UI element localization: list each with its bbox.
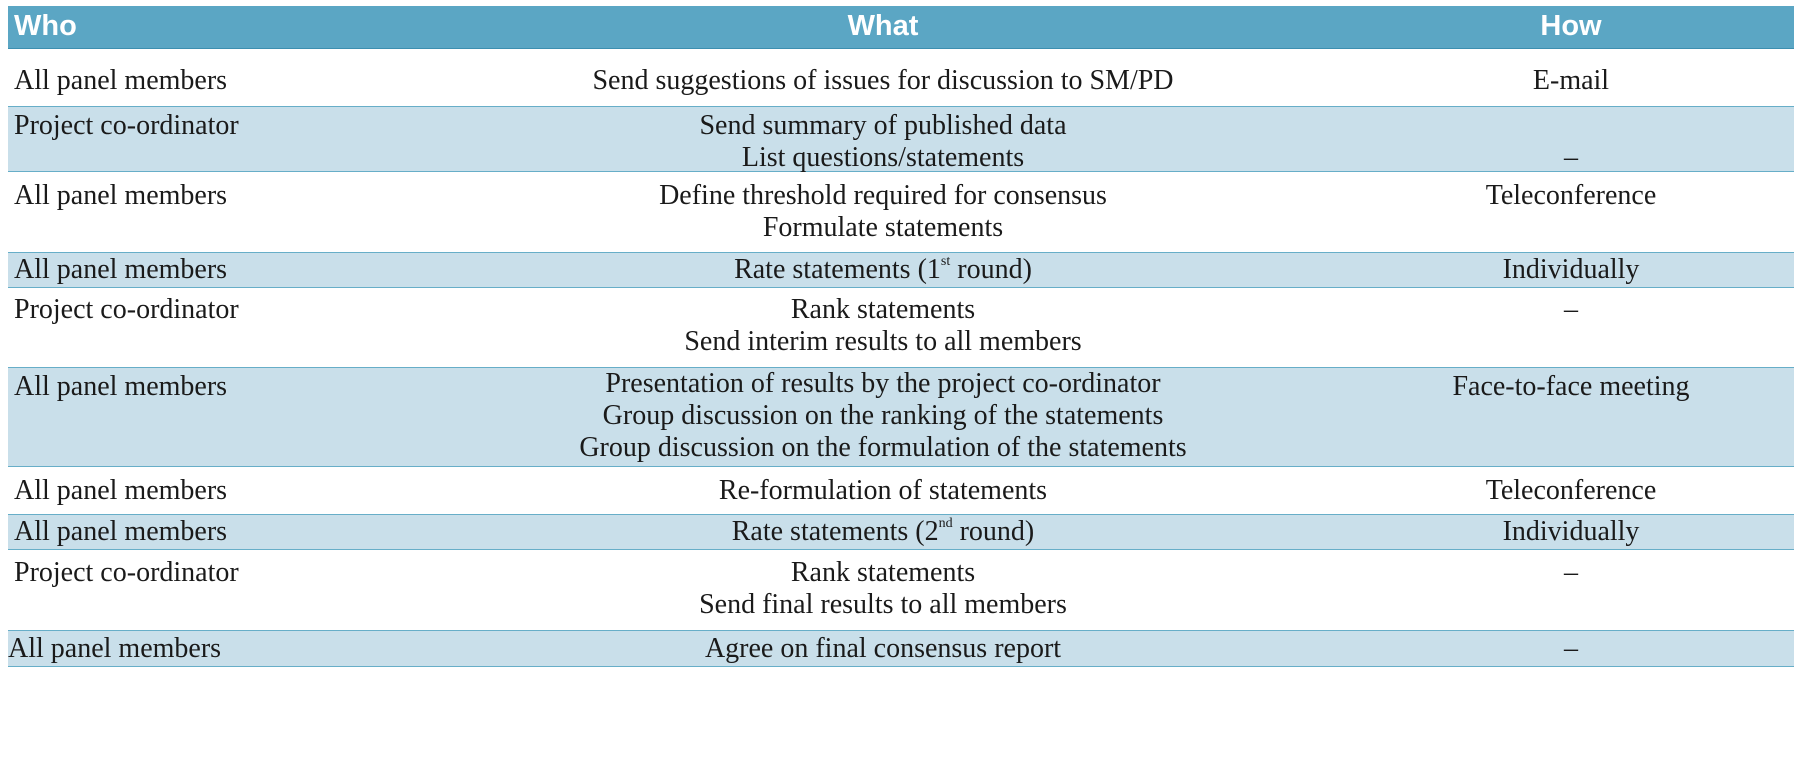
- cell-who: All panel members: [14, 65, 228, 96]
- cell-how: Individually: [1502, 516, 1640, 547]
- cell-who: Project co-ordinator: [14, 110, 239, 141]
- cell-who: All panel members: [14, 475, 228, 506]
- cell-what-text: round): [950, 254, 1032, 285]
- table-row: [8, 550, 1794, 631]
- cell-what-line: Group discussion on the formulation of the statements: [579, 432, 1187, 463]
- cell-what-line: Rank statements: [790, 294, 976, 325]
- cell-what-line: Presentation of results by the project co-ordinator: [605, 368, 1161, 399]
- cell-what: [418, 253, 1348, 287]
- table-row: [8, 49, 1794, 107]
- cell-what: Send suggestions of issues for discussion to SM/PD: [592, 65, 1174, 96]
- cell-who: All panel members: [14, 516, 228, 547]
- header-what: What: [847, 10, 919, 42]
- table-header: [8, 6, 1794, 49]
- cell-what-line: List questions/statements: [741, 142, 1025, 173]
- table-row: [8, 515, 1794, 550]
- cell-how: –: [1564, 633, 1578, 664]
- cell-how: E-mail: [1532, 65, 1610, 96]
- cell-what: Re-formulation of statements: [718, 475, 1048, 506]
- cell-who: All panel members: [8, 633, 222, 664]
- cell-how: Teleconference: [1485, 475, 1657, 506]
- cell-how: Teleconference: [1485, 180, 1657, 211]
- cell-what-text: round): [952, 516, 1035, 547]
- table-row: [8, 631, 1794, 667]
- cell-who: Project co-ordinator: [14, 294, 239, 325]
- cell-how: –: [1564, 294, 1578, 325]
- cell-what-line: Send final results to all members: [699, 589, 1067, 620]
- cell-what-line: Rank statements: [790, 557, 976, 588]
- ordinal-suffix: st: [940, 253, 951, 269]
- cell-who: Project co-ordinator: [14, 557, 239, 588]
- consensus-process-table: [8, 6, 1794, 667]
- cell-who: All panel members: [14, 180, 228, 211]
- cell-who: All panel members: [14, 254, 228, 285]
- cell-what: Agree on final consensus report: [704, 633, 1062, 664]
- table-row: [8, 253, 1794, 288]
- table-row: [8, 172, 1794, 253]
- cell-who: All panel members: [14, 371, 228, 402]
- table-row: [8, 467, 1794, 515]
- cell-what-text: Rate statements (2: [731, 516, 939, 547]
- cell-what-line: Send interim results to all members: [684, 326, 1082, 357]
- table-row: [8, 368, 1794, 467]
- cell-how: Face-to-face meeting: [1452, 371, 1690, 402]
- header-how: How: [1540, 10, 1602, 42]
- cell-what-text: Rate statements (1: [734, 254, 941, 285]
- table-row: [8, 107, 1794, 172]
- cell-what-line: Formulate statements: [762, 212, 1004, 243]
- cell-what: [418, 515, 1348, 549]
- cell-what-line: Send summary of published data: [699, 110, 1067, 141]
- ordinal-suffix: nd: [938, 515, 953, 531]
- cell-what-line: Define threshold required for consensus: [659, 180, 1107, 211]
- header-who: Who: [14, 10, 77, 42]
- cell-how: Individually: [1502, 254, 1640, 285]
- cell-how: –: [1564, 142, 1578, 173]
- cell-how: –: [1564, 557, 1578, 588]
- cell-what-line: Group discussion on the ranking of the statements: [602, 400, 1164, 431]
- table-row: [8, 288, 1794, 368]
